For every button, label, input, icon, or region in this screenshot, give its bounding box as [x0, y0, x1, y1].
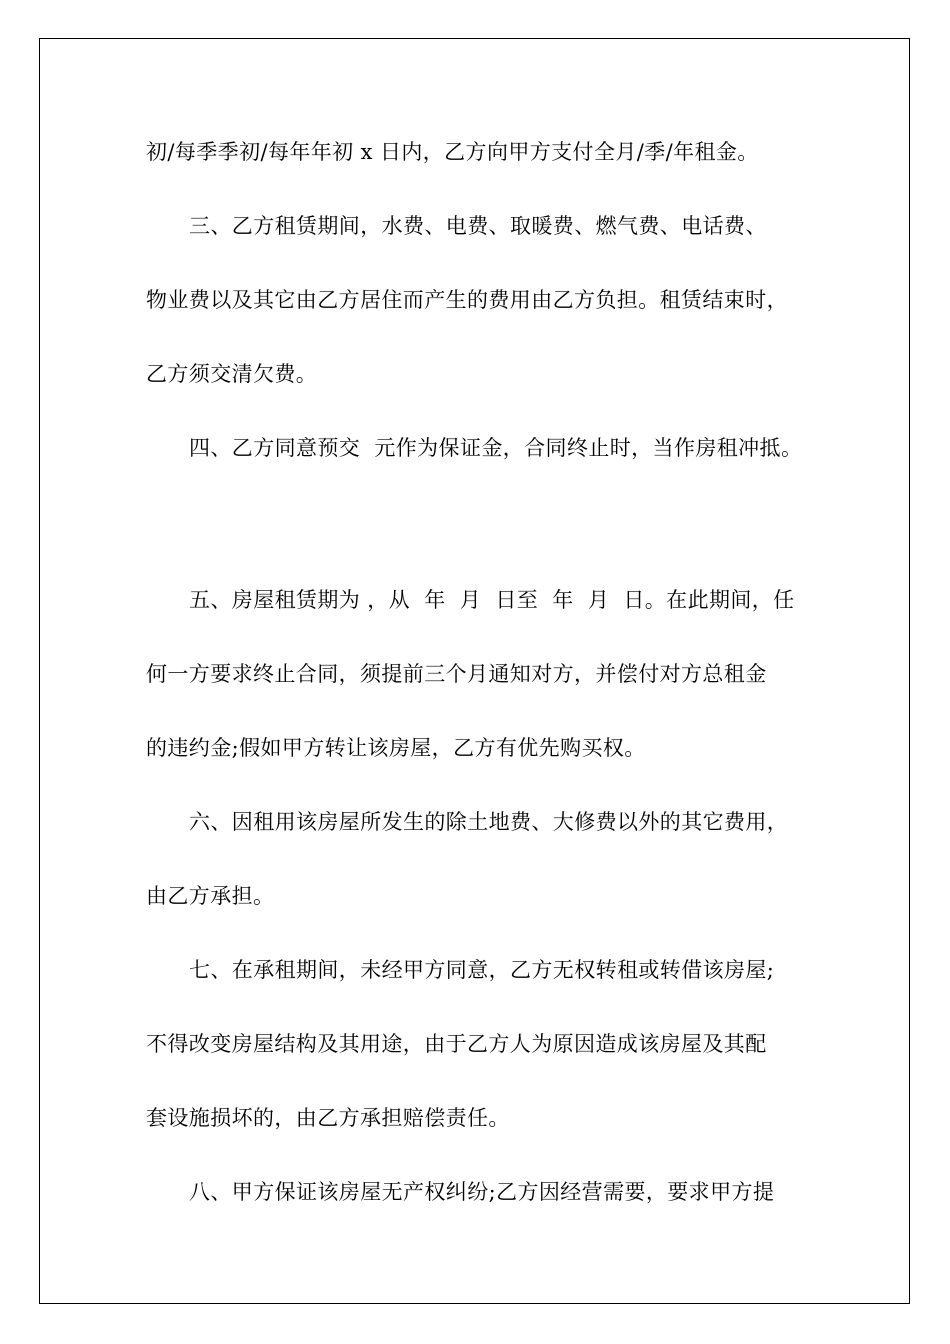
text-line: 不得改变房屋结构及其用途，由于乙方人为原因造成该房屋及其配	[146, 1032, 767, 1056]
text-line: 何一方要求终止合同，须提前三个月通知对方，并偿付对方总租金	[146, 662, 767, 686]
text-line: 的违约金;假如甲方转让该房屋，乙方有优先购买权。	[146, 736, 646, 760]
text-line: 物业费以及其它由乙方居住而产生的费用由乙方负担。租赁结束时，	[146, 288, 788, 312]
text-line: 初/每季季初/每年年初 x 日内，乙方向甲方支付全月/季/年租金。	[146, 140, 759, 164]
text-line: 套设施损坏的，由乙方承担赔偿责任。	[146, 1106, 510, 1130]
paragraph-start-8: 八、甲方保证该房屋无产权纠纷;乙方因经营需要，要求甲方提	[189, 1180, 775, 1204]
paragraph-start-6: 六、因租用该房屋所发生的除土地费、大修费以外的其它费用，	[189, 810, 789, 834]
paragraph-start-5: 五、房屋租赁期为 ，从 年 月 日至 年 月 日。在此期间，任	[189, 588, 795, 612]
paragraph-start-4: 四、乙方同意预交 元作为保证金，合同终止时，当作房租冲抵。	[189, 436, 803, 460]
text-line: 乙方须交清欠费。	[146, 362, 318, 386]
paragraph-start-3: 三、乙方租赁期间，水费、电费、取暖费、燃气费、电话费、	[189, 214, 767, 238]
paragraph-start-7: 七、在承租期间，未经甲方同意，乙方无权转租或转借该房屋;	[189, 958, 775, 982]
text-line: 由乙方承担。	[146, 884, 275, 908]
